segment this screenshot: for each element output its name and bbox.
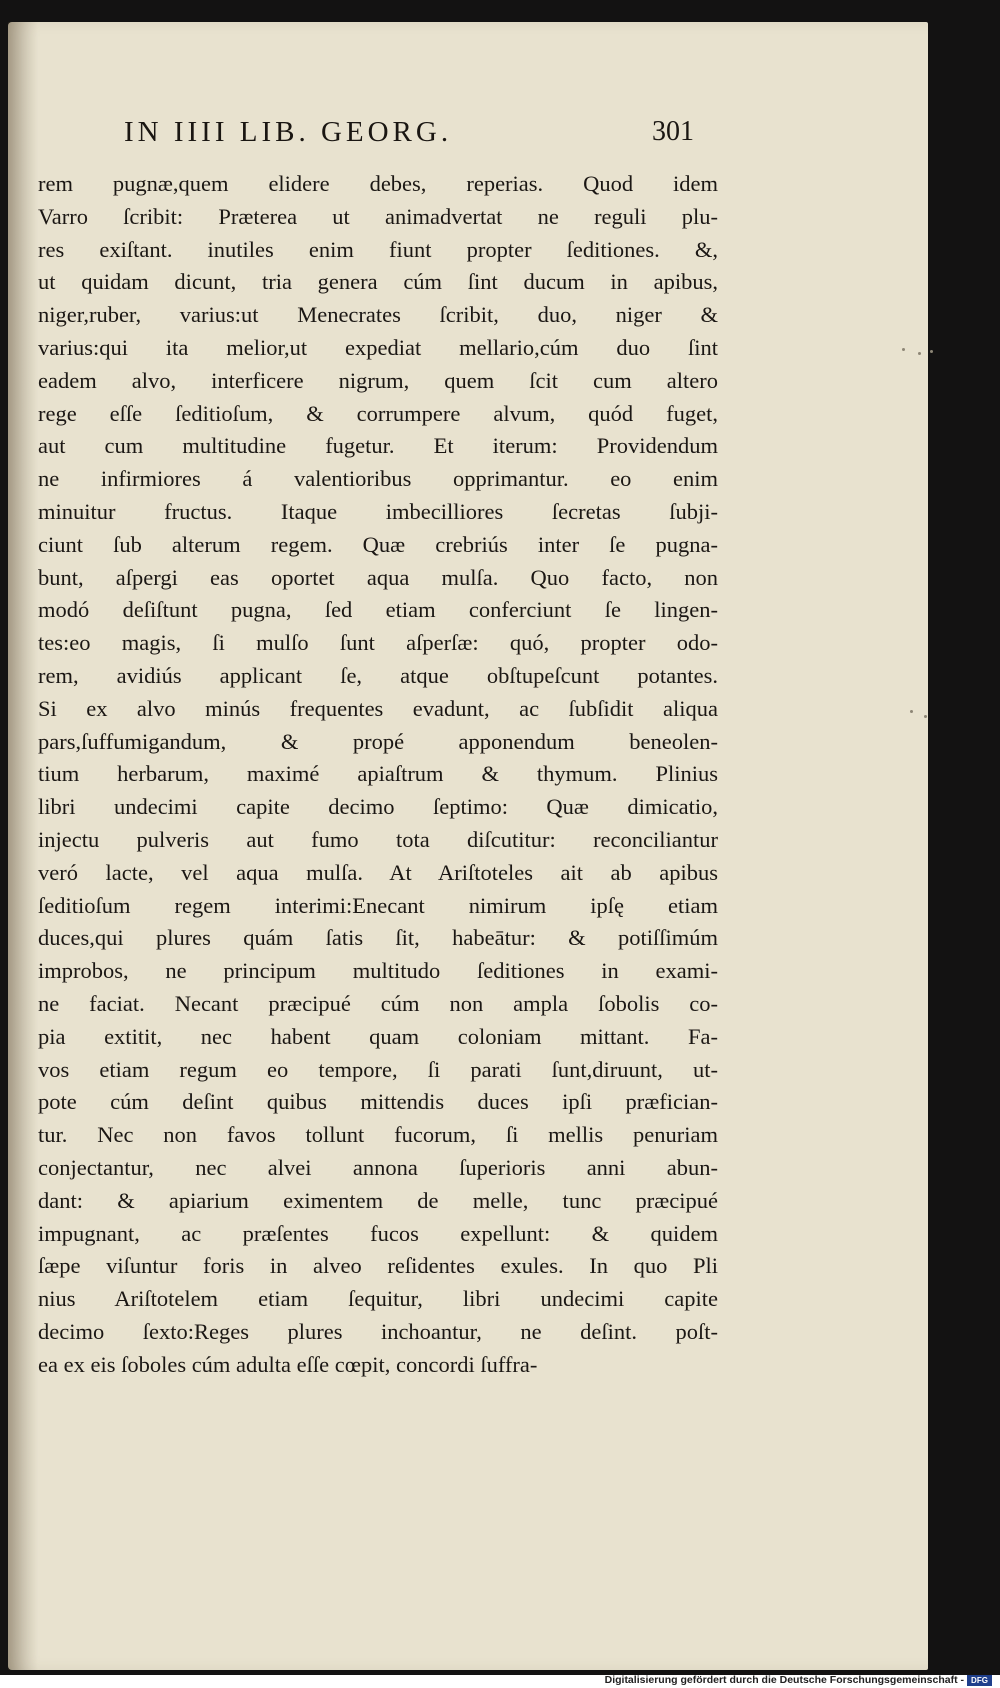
text-line: rem pugnæ,quem elidere debes, reperias. Quod idem	[38, 171, 718, 196]
text-line: duces,qui plures quám ſatis ſit, habeātur: & potiſſimúm	[38, 925, 718, 951]
text-line: minuitur fructus. Itaque imbecilliores ſecretas ſubji-	[38, 498, 718, 524]
text-line: ne faciat. Necant præcipué cúm non ampla ſobolis co-	[38, 990, 718, 1016]
running-head: IN IIII LIB. GEORG.	[124, 116, 453, 148]
text-line: veró lacte, vel aqua mulſa. At Ariſtoteles ait ab apibus	[38, 859, 718, 885]
page-number: 301	[652, 116, 694, 147]
text-line: Varro ſcribit: Præterea ut animadvertat ne reguli plu-	[38, 203, 718, 229]
text-line: ut quidam dicunt, tria genera cúm ſint ducum in apibus,	[38, 269, 718, 295]
text-line: aut cum multitudine fugetur. Et iterum: Providendum	[38, 433, 718, 459]
text-line: dant: & apiarium eximentem de melle, tunc præcipué	[38, 1187, 718, 1213]
text-line: pars,ſuffumigandum, & propé apponendum beneolen-	[38, 728, 718, 754]
digitization-credit: Digitalisierung gefördert durch die Deutsche Forschungsgemeinschaft -	[604, 1674, 964, 1686]
page-gutter-shadow	[8, 22, 38, 1670]
text-line: ſeditioſum regem interimi:Enecant nimirum ipſę etiam	[38, 892, 718, 918]
text-line: injectu pulveris aut fumo tota diſcutitur: reconciliantur	[38, 826, 718, 852]
text-line: ne infirmiores á valentioribus opprimantur. eo enim	[38, 466, 718, 492]
text-line: tes:eo magis, ſi mulſo ſunt aſperſæ: quó, propter odo-	[38, 630, 718, 656]
text-line: modó deſiſtunt pugna, ſed etiam conferciunt ſe lingen-	[38, 597, 718, 623]
text-line: rege eſſe ſeditioſum, & corrumpere alvum, quód fuget,	[38, 400, 718, 426]
dfg-logo: DFG	[967, 1675, 992, 1686]
text-line: Si ex alvo minús frequentes evadunt, ac ſubſidit aliqua	[38, 695, 718, 721]
text-line: tium herbarum, maximé apiaſtrum & thymum. Plinius	[38, 761, 718, 787]
text-line: tur. Nec non favos tollunt fucorum, ſi mellis penuriam	[38, 1122, 718, 1148]
text-line: pia extitit, nec habent quam coloniam mittant. Fa-	[38, 1023, 718, 1049]
text-line: ſæpe viſuntur foris in alveo reſidentes exules. In quo Pli	[38, 1253, 718, 1279]
text-line: pote cúm deſint quibus mittendis duces ipſi præfician-	[38, 1089, 718, 1115]
text-line: niger,ruber, varius:ut Menecrates ſcribit, duo, niger &	[38, 302, 718, 328]
text-line: impugnant, ac præſentes fucos expellunt: & quidem	[38, 1220, 718, 1246]
text-line: bunt, aſpergi eas oportet aqua mulſa. Quo facto, non	[38, 564, 718, 590]
text-line: nius Ariſtotelem etiam ſequitur, libri undecimi capite	[38, 1286, 718, 1312]
text-line: libri undecimi capite decimo ſeptimo: Quæ dimicatio,	[38, 794, 718, 820]
text-line: eadem alvo, interficere nigrum, quem ſcit cum altero	[38, 367, 718, 393]
body-text	[38, 168, 718, 1381]
text-line: rem, avidiús applicant ſe, atque obſtupeſcunt potantes.	[38, 662, 718, 688]
text-line: improbos, ne principum multitudo ſeditiones in exami-	[38, 958, 718, 984]
text-line: ea ex eis ſoboles cúm adulta eſſe cœpit, concordi ſuffra-	[38, 1351, 538, 1377]
scan-margin-specks	[840, 300, 940, 1000]
text-line: decimo ſexto:Reges plures inchoantur, ne deſint. poſt-	[38, 1318, 718, 1344]
text-line: conjectantur, nec alvei annona ſuperioris anni abun-	[38, 1154, 718, 1180]
text-line: ciunt ſub alterum regem. Quæ crebriús inter ſe pugna-	[38, 531, 718, 557]
text-line: res exiſtant. inutiles enim fiunt propter ſeditiones. &,	[38, 236, 718, 262]
text-line: varius:qui ita melior,ut expediat mellario,cúm duo ſint	[38, 334, 718, 360]
text-line: vos etiam regum eo tempore, ſi parati ſunt,diruunt, ut-	[38, 1056, 718, 1082]
